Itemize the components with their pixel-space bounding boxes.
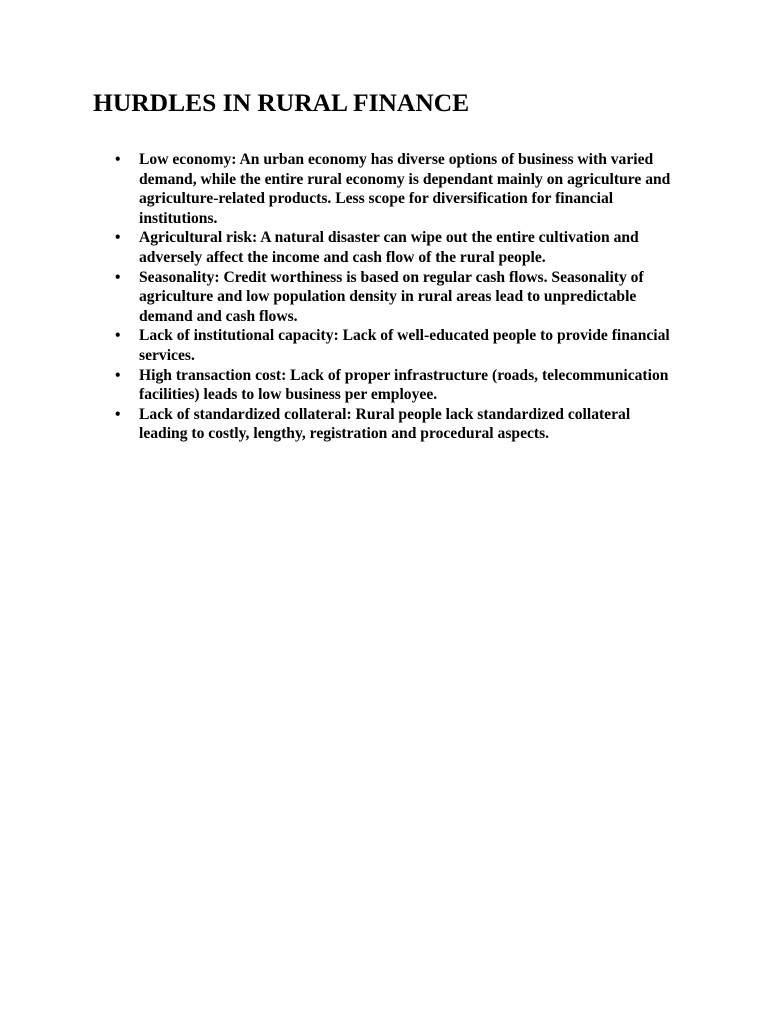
list-item-seasonality [115, 268, 675, 327]
list-item-institutional-capacity [115, 326, 675, 365]
list-item-text: Low economy: An urban economy has diverse options of business with varied demand, while the entire rural economy is dependant mainly on agriculture and agriculture-related products. Less scope for diversification for financial institutions. [139, 151, 671, 227]
bullet-icon: • [115, 327, 121, 345]
list-item-agricultural-risk [115, 228, 675, 267]
list-item-text: Agricultural risk: A natural disaster can wipe out the entire cultivation and adversely affect the income and cash flow of the rural people. [139, 229, 639, 266]
bullet-icon: • [115, 405, 121, 423]
bullet-icon: • [115, 366, 121, 384]
bullet-icon: • [115, 229, 121, 247]
list-item-text: High transaction cost: Lack of proper infrastructure (roads, telecommunication facilities) leads to low business per employee. [139, 366, 669, 404]
list-item-text: Seasonality: Credit worthiness is based on regular cash flows. Seasonality of agriculture and low population density in rural areas lead to unpredictable demand and cash flows. [139, 268, 644, 325]
bullet-icon: • [115, 268, 121, 286]
list-item-low-economy [115, 150, 675, 228]
bullet-icon: • [115, 151, 121, 168]
list-item-transaction-cost [115, 366, 675, 405]
list-item-text: Lack of standardized collateral: Rural people lack standardized collateral leading to costly, lengthy, registration and procedural aspects. [139, 405, 631, 443]
page-title: HURDLES IN RURAL FINANCE [93, 88, 470, 117]
list-item-text: Lack of institutional capacity: Lack of well-educated people to provide financial services. [139, 327, 670, 364]
hurdles-list [115, 150, 675, 444]
list-item-standardized-collateral [115, 405, 675, 444]
